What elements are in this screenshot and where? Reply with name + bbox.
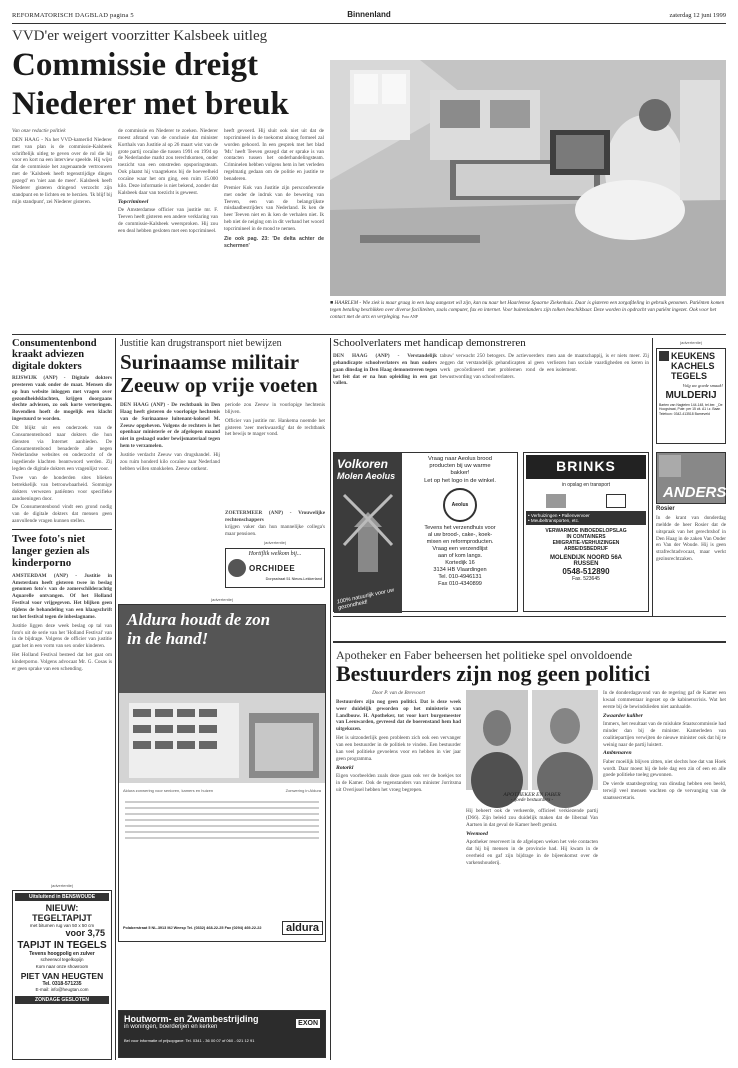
masthead	[12, 10, 726, 24]
hospital-caption-text: HAARLEM - Wie ziek is maar graag in een laag aangezet wil zijn, kan nu naar het Haarlemse Spaarne Ziekenhuis. Daar is gisteren een zorgafdeling in gebruik genomen. Patiënten komen tegen betaling beschikken over diverse faciliteiten, zoals computer, fax en internet. Voor buitenlanders zijn tolken beschikbaar. Deze worden in opdracht van patiënt ingezet. Ook voor het contact met de arts en verpleging.	[330, 300, 725, 320]
brinks-row-5: ARBEIDSBEDRIJF	[564, 546, 608, 552]
brinks-row-6: MOLENDIJK NOORD 56A	[549, 555, 622, 561]
aldura-building-photo	[119, 693, 325, 783]
handicap-column-3	[547, 353, 649, 451]
top-story-column-1	[12, 128, 112, 338]
houtworm-sub: in woningen, boerderijen en kerken	[124, 1024, 218, 1030]
tapijt-ad-item-9: E-mail: info@heugtan.com	[35, 987, 89, 992]
zoetermeer-body: krijgen vaker dan hun mannelijke collega's maar pensioen.	[225, 523, 325, 537]
houtworm-title: Houtworm- en Zwambestrijding	[124, 1014, 259, 1024]
keukens-ad[interactable]	[656, 348, 726, 444]
kinderporno-lead: AMSTERDAM (ANP) - Justitie in Amsterdam heeft gisteren twee in beslag genomen foto's van de zomerschilderachtig Aquarelle ontvangen. Of het Holland Festival voor vrijgegeven. Het blijken geen tijdens de behandeling van een klaagschrift tot het festival tegen de inbeslagname.	[12, 572, 112, 620]
tapijt-ad-label: (advertentie)	[50, 883, 74, 888]
suriname-lead: DEN HAAG (ANP) - De rechtbank in Den Haag heeft gisteren de voorlopige hechtenis van de Surinaamse luitenant-kolonel M. Zeeuw opgeheven. Volgens de rechters is het openbaar ministerie er de afgelopen maand niet in geslaagd ouder bewijsmateriaal tegen hem te verzamelen.	[120, 402, 220, 450]
top-story-column-2	[118, 128, 218, 338]
tapijt-ad-item-8: Tel. 0318-571235	[42, 981, 82, 987]
volkoren-text	[404, 456, 516, 588]
aldura-caption-1: Aldura zonwering voor senioren, kamers en huizen	[123, 788, 214, 793]
volkoren-brand: Volkoren	[337, 457, 388, 471]
suriname-body-2: Justitie verdacht Zeeuw van drugshandel. Hij zou ruim honderd kilo cocaïne naar Nederland hebben willen smokkelen. Zeeuw ontkent.	[120, 452, 220, 472]
tapijt-ad-item-0: NIEUW: TEGELTAPIJT	[32, 903, 92, 923]
pvh-logo-icon	[606, 494, 626, 508]
politics-sub-4: Ambtenaren	[603, 750, 632, 757]
suriname-column-2	[225, 402, 325, 508]
aldura-banner	[119, 605, 325, 693]
left-column	[12, 338, 112, 978]
anders-body-text: In de krant van donderdag meldde de heer Rosier dat de uitspraak van het gerechtshof in Den Haag in de zaken Van Onder en Van der Woude. Hij is geen strafrechtadvocaat, maar werkt gezinsrechtzaken.	[656, 515, 726, 563]
volkoren-line2-1: al uw brood-, cake-, koek-	[427, 531, 493, 538]
top-story-headline-1: Commissie dreigt	[12, 47, 258, 83]
anders-big: ANDERS	[663, 484, 727, 501]
volkoren-line-1: producten bij uw warme	[429, 463, 491, 470]
zoetermeer-kicker: ZOETERMEER (ANP) - Vrouwelijke rechtenschappers	[225, 510, 325, 523]
volkoren-line2-9: Fax 010-4340899	[438, 580, 482, 587]
tapijt-ad-price: voor 3,75	[65, 928, 105, 938]
tapijt-ad-item-4: Tevens hoogpolig en zulver	[29, 951, 95, 957]
keukens-addr: Barten van Nagtelen 144-148, tel.ber. _De Hoogstraat, Pute: per 15 cit. A1 i.z. Baan Telefoon: 0342-413518 Barneveld	[659, 403, 723, 416]
politics-sub-2: Weemoed	[466, 830, 488, 837]
brinks-sub: in opslag en transport	[561, 482, 611, 488]
kinderporno-body-6: Justitie liggen deze week beslag op tal van foto's uit de serie van het 'Holland Festival' van in de bijdrage. Volgens de officier van justitie gaat het in een vorm van sex onder kinderen.	[12, 622, 112, 650]
keukens-tagline: Volg uw goede smaak!	[682, 383, 723, 388]
tapijt-ad-item-5: scheerwol tegelkopijn	[40, 957, 84, 962]
politics-sub-3: Zwaarder kaliber	[603, 712, 643, 719]
houtworm-logo: EXON	[298, 1020, 318, 1027]
handicap-column-1	[333, 353, 437, 451]
zoetermeer-note	[225, 510, 325, 537]
brinks-row-1: • Meubeltransporten, etc.	[528, 518, 580, 523]
handicap-body-2: tabuw' verwacht 250 betogers. De actievoerders zeggen dat verstandelijk gehandicapten al geen werk gecoördineerd met problemen rond de bewustwording van schoolverlaters.	[440, 353, 544, 380]
keukens-line-2: TEGELS	[671, 371, 708, 381]
politics-caption-2: - goede bestuurders -	[510, 798, 554, 803]
kinderporno-headline: Twee foto's niet langer gezien als kinderporno	[12, 533, 90, 569]
politics-body-5: Apotheker reserveert in de afgelopen weken het vele contacten dat hij bij mensen in de provincie had. Hij kwam in de overheid en gaf zijn bijdrage in de bijeenkomst over de varkenshouderij.	[466, 838, 598, 866]
tapijt-ad-item-6: Kom naar onze showroom	[35, 964, 89, 969]
politics-body-3: Eigen voorbeelden zoals deze gaan ook ver de boekjes tot in de Kamer. Ook de tegenstanders van minister Jorritsma uit Overijssel hebben het vroeg begrepen.	[336, 772, 461, 793]
brinks-logo-banner	[526, 455, 646, 479]
hospital-photo	[330, 60, 726, 296]
top-story-body-3: De Amsterdamse officier van justitie mr. F. Teeven heeft gisteren een andere verklaring van de commissie-Kalsbeek weersproken. Hij zou een deal hebben gesloten met een topcrimineel.	[118, 206, 218, 234]
aldura-ad-label: (advertentie)	[210, 597, 234, 602]
politics-photo-caption	[466, 792, 598, 803]
mill-icon	[334, 487, 402, 587]
aldura-ad[interactable]	[118, 604, 326, 942]
brinks-row-7: RUSSEN	[573, 561, 599, 567]
orchidee-ad[interactable]	[225, 548, 325, 588]
suriname-column-1	[120, 402, 220, 532]
masthead-paper: REFORMATORISCH DAGBLAD pagina 5	[12, 12, 134, 19]
politics-column-2	[466, 808, 598, 1060]
orchidee-top: Hortiflik welkom bij...	[248, 551, 302, 557]
anders-body	[656, 515, 726, 615]
top-story-body-1: DEN HAAG - Na het VVD-kamerlid Niederer met van plan is de commissie-Kalsbeek schriftelijk uitleg te geven over de rol die hij voor en kort na een interview speelde. Hij wijst dat de commissie het zogenaamde vertrouwen met de 'Kalsbeek heeft tegenstrijdige dingen gezegd' en 'niet aan de meer'. Kalsbeek heeft Niederer gisteren dringend verzocht zijn standpunt en te lichten en te herzien. 'Ik blijf bij mijn standpunt', zei Niederer gisteren.	[12, 136, 112, 205]
suriname-body-4: Officier van justitie mr. Hankema noemde het gisteren 'zeer merkwaardig' dat de rechtbank het bewijs te mager vond.	[225, 417, 325, 438]
aeolus-logo-icon	[443, 488, 477, 522]
handicap-body-3: men aan de maatschappij, is er niets meer. Zij verliezen hun sociale vaardigheden en keren in een isolement.	[547, 353, 649, 373]
vertical-rule-left	[115, 338, 116, 1060]
tapijt-ad-item-3: TAPIJT IN TEGELS	[17, 940, 107, 951]
volkoren-line2-0: Tevens het verzendhuis voor	[424, 524, 496, 531]
volkoren-line2-8: Tel. 010-4946131	[438, 573, 482, 580]
tapijt-ad-item-7: PIET VAN HEUGTEN	[20, 971, 104, 981]
orchidee-ad-label: (advertentie)	[263, 540, 287, 545]
brinks-row-4: EMIGRATIE-VERHUIZINGEN	[552, 540, 620, 546]
brinks-row-9: Fax. 523645	[572, 576, 600, 582]
handicap-column-2	[440, 353, 544, 451]
brinks-row-0: • Verhuizingen • Pallenvervoer	[528, 513, 590, 518]
top-story-body-4: heeft gevoerd. Hij sluit ook niet uit dat de topcrimineel in de toekomst alsnog formeel zal worden gehoord. In een gesprek met het blad 'Mr.' heeft Teeven gezegd dat er sprake is van contacten tussen het onderhandelingsteam. Criminelen hebben volgens hem in het verleden regelmatig gedaan om de politie en justitie te benaderen.	[224, 128, 324, 183]
handicap-headline: Schoolverlaters met handicap demonstreren	[333, 337, 526, 349]
consumentenbond-body-3: Twee van de honderden sites blieken betrekkelijk van betrouwbaarheid. Sommige dokters verwezen patiënten voor specifieke aandoeningen door.	[12, 475, 112, 502]
volkoren-line-0: Vraag naar Aeolus brood	[428, 456, 492, 462]
consumentenbond-headline: Consumentenbond kraakt adviezen digitale dokters	[12, 338, 97, 372]
orchid-icon	[228, 559, 246, 577]
volkoren-ad[interactable]	[333, 452, 518, 612]
aldura-text-lines	[119, 793, 325, 883]
hospital-photo-image	[330, 60, 726, 296]
divider-notities	[333, 616, 726, 617]
divider-top	[12, 334, 726, 335]
houtworm-footer: Bel voor informatie of prijsopgave: Tel. 0341 - 36 00 07 of 060 - 021 12 91	[124, 1038, 255, 1043]
politics-headline: Bestuurders zijn nog geen politici	[336, 661, 651, 686]
politics-caption-1: APOTHEKER EN FABER	[503, 792, 561, 798]
brinks-services	[526, 511, 646, 525]
tapijt-ad-title: Uitsluitend in BENSWOUDE	[15, 893, 109, 901]
politics-body-4: Hij beheert ook de verkeerde, officieel verkiezende partij (D66). Zijn beleid zou duidelijk maken dat de liberaal Van Aartsen in dat geval de Kamer heeft gemist.	[466, 808, 598, 828]
masthead-section: Binnenland	[347, 10, 391, 19]
brinks-row-8: 0548-512890	[562, 567, 610, 576]
tapijt-ad-item-10: ZONDAGE GESLOTEN	[15, 996, 109, 1004]
politics-column-1	[336, 690, 461, 1060]
top-story-column-3	[224, 128, 324, 338]
orchidee-name: ORCHIDEE	[249, 563, 296, 573]
volkoren-brand-panel	[334, 453, 402, 613]
top-story-body-2: de commissie en Niederer te zoeken. Niederer moest afstand van de conclusie dat minister Korthals van Justitie al op 26 maart wist van de grote partij cocaïne die tussen 1991 en 1994 op de Nederlandse markt zou terechtkomen, onder toezicht van een omstreden opsporingsteam. Ook plaatst hij vraagtekens bij de hoeveelheid cocaïne waar het om ging, een ruim 15.000 kilo. Deze informatie is niet bekend, zonder dat Kalsbeek daar van toezicht is geweest.	[118, 128, 218, 196]
suriname-headline-2: Zeeuw op vrije voeten	[120, 373, 318, 397]
top-story-kicker: VVD'er weigert voorzitter Kalsbeek uitleg	[12, 28, 268, 44]
tapijt-ad-item-1: met bitumen rug van 50 x 50 cm	[29, 923, 95, 928]
politics-byline: Door P. van de Brevvoort	[372, 690, 425, 696]
tapijt-ad[interactable]	[12, 890, 112, 1060]
politics-body-6: In de donderdagavond van de regering gaf de Kamer een kwaal commentaar ingezet op de kabinetscrisis. Wat het eerste bij de bewindslieden niet aanhaalde.	[603, 690, 726, 710]
aeolus-logo-text: Aeolus	[451, 501, 469, 508]
volkoren-line2-6: Kortedijk 16	[445, 559, 475, 566]
brinks-row-2: VERWARMDE INBOEDELOPSLAG	[545, 528, 627, 534]
volkoren-line-3: Let op het logo in de winkel.	[424, 477, 496, 484]
keukens-line-0: KEUKENS	[671, 351, 716, 361]
brinks-ad[interactable]	[523, 452, 649, 612]
aldura-headline-1: Aldura houdt de zon	[127, 610, 271, 629]
volkoren-line2-7: 3134 HB Vlaardingen	[433, 566, 487, 573]
truck-icon	[546, 494, 566, 508]
keukens-name: MULDERIJ	[665, 390, 717, 401]
handicap-lead: DEN HAAG (ANP) - Verstandelijk gehandicapte schoolverlaters en hun ouders gaan dinsdag in Den Haag demonstreren tegen het feit dat er na hun opleiding in een gat vallen.	[333, 353, 437, 387]
politics-body-8: Faber moeilijk blijven zitten, niet slechts hoe dat van Hoek wordt. Daar moest hij de hele dag een zin of een en alle goede politieke toeleg gewonnen.	[603, 758, 726, 779]
hospital-photo-caption	[330, 300, 726, 330]
aldura-caption-2: Zonwering in Aldura	[285, 788, 321, 793]
masthead-date: zaterdag 12 juni 1999	[669, 12, 726, 19]
top-story-ref: Zie ook pag. 23: 'De delta achter de schermen'	[224, 235, 324, 249]
politics-kicker: Apotheker en Faber beheersen het politieke spel onvoldoende	[336, 648, 633, 662]
volkoren-line2-5: aan of kom langs.	[437, 552, 483, 559]
anders-box	[656, 452, 726, 504]
brinks-row-3: IN CONTAINERS	[566, 534, 606, 540]
vertical-rule-right	[652, 338, 653, 616]
politics-body-2: Het is uitzonderlijk geen probleem zich ook een vervanger van een bestuurder in de politiek te vinden. Een bestuurder kan veel politieke gevoelens voor en hebben in vier jaar geen programma.	[336, 735, 461, 762]
keukens-logo-icon	[659, 351, 669, 361]
top-story-byline: Van onze redactie politiek	[12, 128, 66, 134]
politics-column-3	[603, 690, 726, 1060]
houtworm-ad[interactable]	[118, 1010, 326, 1058]
politics-sub-1: Rotorkl	[336, 764, 354, 771]
suriname-body-3: periode zou Zeeuw in voorlopige hechtenis blijven.	[225, 402, 325, 415]
top-story-headline-2: Niederer met breuk	[12, 86, 289, 122]
kinderporno-body-7: Het Holland Festival besteed dat het gaat om kinderporno. Volgens advocaat Mr. G. Cosas is er geen sprake van een schending.	[12, 652, 112, 672]
keukens-line-1: KACHELS	[671, 361, 715, 371]
top-story-body-5: Premier Kok van Justitie zijn persconferentie met onder de indruk van de bewering van Teeven, een van de belangrijkste misdaadbestrijders van Nederland. Ik ken de heer Teeven niet en ik ken de verhalen niet. Ik heb niet de neiging om in dit verband het woord topcrimineel in de mond te nemen.	[224, 184, 324, 233]
brinks-logo: BRINKS	[556, 458, 616, 474]
orchidee-addr: Dorpsstraat 51 Nieuw-Lekkerland	[265, 577, 322, 581]
volkoren-slogan: 100% natuurlijk voor uw gezondheid!	[336, 587, 395, 612]
top-story-sub-1: Topcrimineel	[118, 198, 149, 205]
apotheker-photo	[466, 690, 528, 790]
volkoren-brand-2: Molen Aeolus	[337, 471, 396, 481]
volkoren-line2-4: Vraag een verzendlijst	[432, 545, 488, 552]
notities-underline	[333, 641, 726, 643]
politics-lead: Bestuurders zijn nog geen politici. Dat is deze week weer duidelijk geworden op het ministerie van Landbouw. H. Apotheker, tot voor kort burgemeester van Leeuwarden, gevreesd dat de boerenstand hem had uitgekozen.	[336, 698, 461, 733]
suriname-kicker: Justitie kan drugstransport niet bewijzen	[120, 338, 282, 349]
photo-credit: Foto ANP	[401, 313, 419, 319]
faber-photo	[532, 690, 598, 790]
politics-body-9: De vierde staatsbegroting van dinsdag hebben een beeld, terwijl veel mensen wachten op de vervanging van de staatssecretaris.	[603, 781, 726, 802]
volkoren-line-2: bakker!	[450, 470, 470, 477]
photo-bullet-icon: ■	[330, 300, 335, 306]
aldura-headline-2: in de hand!	[127, 629, 209, 648]
anders-small: Rosier	[656, 506, 675, 512]
aldura-footer: Polaberstraat 5 NL-3913 MJ Weesp Tel. (0332) 468-22-25 Fax (0294) 469-22-22	[123, 926, 262, 930]
volkoren-line2-2: mixen en reformproducten.	[426, 538, 494, 545]
aldura-logo: aldura	[282, 921, 323, 935]
consumentenbond-lead: RIJSWIJK (ANP) - Digitale dokters presteren vaak onder de maat. Mensen die op hun website inloggen met vragen over gezondheidsklachten, krijgen doorgaans slechte adviezen, zo ook korte verteringen. Bovendien hoeft de mogelijk een klacht ingestuurd te worden.	[12, 374, 112, 423]
suriname-headline-1: Surinaamse militair	[120, 350, 300, 374]
keukens-ad-label: (advertentie)	[679, 340, 703, 345]
anders-photo	[659, 455, 681, 477]
consumentenbond-body-4: De Consumentenbond vindt een grond nodig van de digitale dokters dat mensen geen aanvullende vragen kunnen stellen.	[12, 504, 112, 525]
vertical-rule-center	[330, 338, 331, 1060]
politics-body-7: Immers, het resultaat van de mislukte Staatscommissie had minder dan bij de minister. Kamerleden van coalitiepartijen verwijten de nieuwe minister ook dat hij te weinig naar de partij luistert.	[603, 720, 726, 748]
consumentenbond-body-2: Dit blijkt uit een onderzoek van de Consumentenbond naar dokters die hun diensten via Internet aanbieden. De Consumentenbond benaderde alle negen Nederlandse websites en onderzocht of de ingediende klachten beantwoord werden. Zij legden de digitale dokters een vragenlijst voor.	[12, 425, 112, 473]
left-divider	[12, 529, 112, 530]
